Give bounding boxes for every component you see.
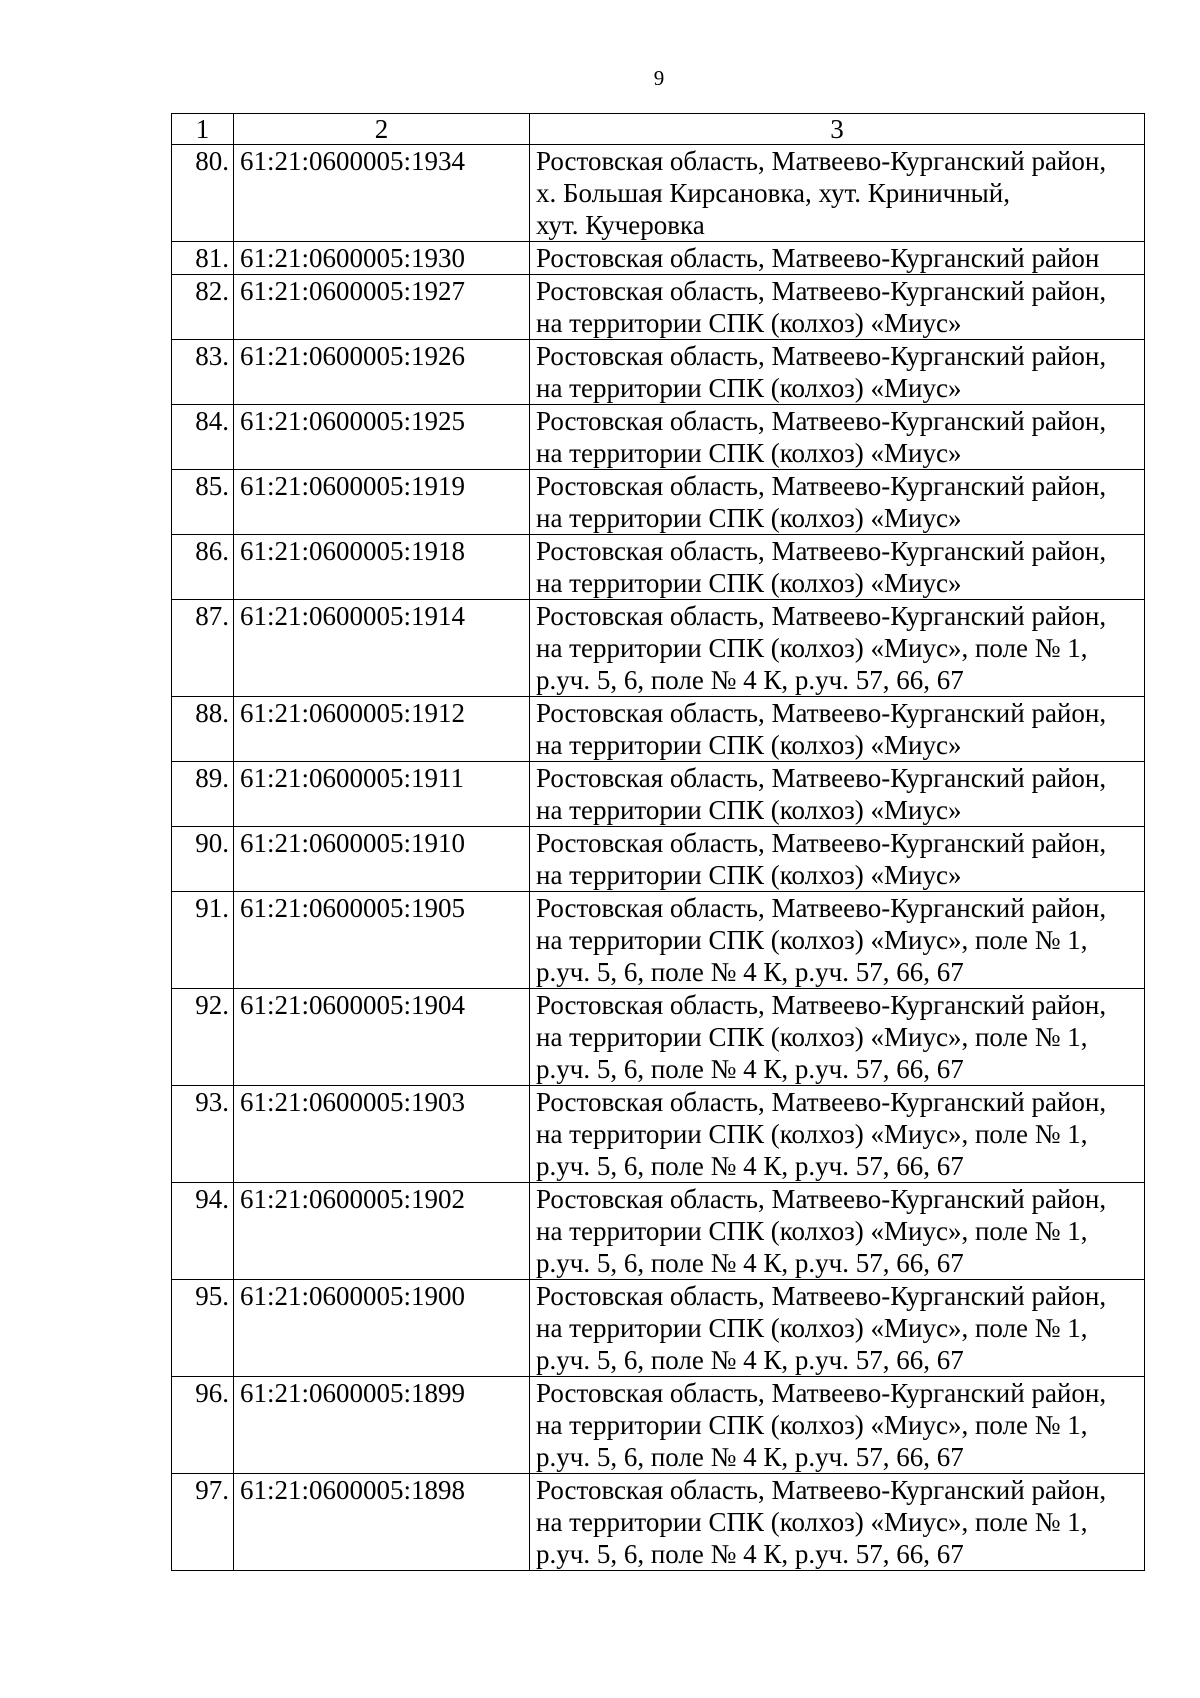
address-line: Ростовская область, Матвеево-Курганский район, <box>536 536 1107 566</box>
cadastral-number: 61:21:0600005:1934 <box>234 145 530 242</box>
row-number: 81. <box>172 242 234 275</box>
cadastral-number: 61:21:0600005:1911 <box>234 762 530 827</box>
row-number: 80. <box>172 145 234 242</box>
address-line: Ростовская область, Матвеево-Курганский район, <box>536 341 1107 371</box>
table-row <box>172 1086 1145 1183</box>
address-line: Ростовская область, Матвеево-Курганский район, <box>536 828 1107 858</box>
address-line: р.уч. 5, 6, поле № 4 К, р.уч. 57, 66, 67 <box>536 1442 964 1472</box>
row-number: 93. <box>172 1086 234 1183</box>
address-line: Ростовская область, Матвеево-Курганский район, <box>536 698 1107 728</box>
cadastral-number: 61:21:0600005:1898 <box>234 1474 530 1571</box>
address-line: на территории СПК (колхоз) «Миус», поле № 1, <box>536 1119 1088 1149</box>
address-cell <box>530 697 1145 762</box>
row-number: 88. <box>172 697 234 762</box>
table-row <box>172 1377 1145 1474</box>
address-line: р.уч. 5, 6, поле № 4 К, р.уч. 57, 66, 67 <box>536 1345 964 1375</box>
address-line: на территории СПК (колхоз) «Миус» <box>536 373 962 403</box>
address-cell <box>530 275 1145 340</box>
address-cell <box>530 405 1145 470</box>
address-cell <box>530 762 1145 827</box>
address-line: хут. Кучеровка <box>536 210 705 240</box>
column-header: 1 <box>172 114 234 145</box>
cadastral-number: 61:21:0600005:1926 <box>234 340 530 405</box>
address-cell <box>530 1280 1145 1377</box>
cadastral-number: 61:21:0600005:1900 <box>234 1280 530 1377</box>
table-row <box>172 275 1145 340</box>
row-number: 97. <box>172 1474 234 1571</box>
row-number: 82. <box>172 275 234 340</box>
cadastral-number: 61:21:0600005:1910 <box>234 827 530 892</box>
address-line: Ростовская область, Матвеево-Курганский район <box>536 243 1100 273</box>
address-line: Ростовская область, Матвеево-Курганский район, <box>536 276 1107 306</box>
table-row <box>172 405 1145 470</box>
column-header: 2 <box>234 114 530 145</box>
address-cell <box>530 1183 1145 1280</box>
row-number: 96. <box>172 1377 234 1474</box>
table-row <box>172 600 1145 697</box>
cadastral-number: 61:21:0600005:1903 <box>234 1086 530 1183</box>
cadastral-number: 61:21:0600005:1914 <box>234 600 530 697</box>
address-line: Ростовская область, Матвеево-Курганский район, <box>536 1087 1107 1117</box>
address-line: р.уч. 5, 6, поле № 4 К, р.уч. 57, 66, 67 <box>536 1248 964 1278</box>
row-number: 85. <box>172 470 234 535</box>
cadastral-number: 61:21:0600005:1902 <box>234 1183 530 1280</box>
address-line: Ростовская область, Матвеево-Курганский район, <box>536 601 1107 631</box>
table-row <box>172 145 1145 242</box>
row-number: 83. <box>172 340 234 405</box>
address-cell <box>530 827 1145 892</box>
table-row <box>172 340 1145 405</box>
row-number: 84. <box>172 405 234 470</box>
cadastral-number: 61:21:0600005:1925 <box>234 405 530 470</box>
table-row <box>172 1474 1145 1571</box>
page-number: 9 <box>653 66 665 90</box>
row-number: 91. <box>172 892 234 989</box>
address-line: Ростовская область, Матвеево-Курганский район, <box>536 1184 1107 1214</box>
address-cell <box>530 1474 1145 1571</box>
address-line: на территории СПК (колхоз) «Миус», поле № 1, <box>536 925 1088 955</box>
cadastral-number: 61:21:0600005:1918 <box>234 535 530 600</box>
cadastral-number: 61:21:0600005:1919 <box>234 470 530 535</box>
address-line: Ростовская область, Матвеево-Курганский район, <box>536 1475 1107 1505</box>
table-row <box>172 989 1145 1086</box>
table-row <box>172 827 1145 892</box>
row-number: 89. <box>172 762 234 827</box>
address-line: на территории СПК (колхоз) «Миус» <box>536 503 962 533</box>
address-line: р.уч. 5, 6, поле № 4 К, р.уч. 57, 66, 67 <box>536 1539 964 1569</box>
cadastral-number: 61:21:0600005:1899 <box>234 1377 530 1474</box>
table-row <box>172 697 1145 762</box>
row-number: 87. <box>172 600 234 697</box>
address-line: р.уч. 5, 6, поле № 4 К, р.уч. 57, 66, 67 <box>536 665 964 695</box>
address-line: на территории СПК (колхоз) «Миус» <box>536 568 962 598</box>
cadastral-number: 61:21:0600005:1912 <box>234 697 530 762</box>
address-line: Ростовская область, Матвеево-Курганский район, <box>536 1378 1107 1408</box>
table-row <box>172 242 1145 275</box>
address-cell <box>530 470 1145 535</box>
table-row <box>172 1183 1145 1280</box>
table-row <box>172 762 1145 827</box>
address-cell <box>530 989 1145 1086</box>
address-line: на территории СПК (колхоз) «Миус» <box>536 308 962 338</box>
address-line: на территории СПК (колхоз) «Миус» <box>536 860 962 890</box>
cadastral-number: 61:21:0600005:1927 <box>234 275 530 340</box>
address-line: на территории СПК (колхоз) «Миус», поле № 1, <box>536 1507 1088 1537</box>
address-line: х. Большая Кирсановка, хут. Криничный, <box>536 178 1010 208</box>
address-line: р.уч. 5, 6, поле № 4 К, р.уч. 57, 66, 67 <box>536 1054 964 1084</box>
address-line: на территории СПК (колхоз) «Миус», поле № 1, <box>536 1216 1088 1246</box>
row-number: 90. <box>172 827 234 892</box>
address-line: на территории СПК (колхоз) «Миус», поле № 1, <box>536 1313 1088 1343</box>
address-cell <box>530 1086 1145 1183</box>
address-cell <box>530 600 1145 697</box>
address-line: на территории СПК (колхоз) «Миус», поле № 1, <box>536 1022 1088 1052</box>
address-line: Ростовская область, Матвеево-Курганский район, <box>536 146 1107 176</box>
land-plot-table <box>171 113 1145 1571</box>
row-number: 92. <box>172 989 234 1086</box>
table-row <box>172 1280 1145 1377</box>
table-header-row <box>172 114 1145 145</box>
cadastral-number: 61:21:0600005:1905 <box>234 892 530 989</box>
cadastral-number: 61:21:0600005:1904 <box>234 989 530 1086</box>
column-header: 3 <box>530 114 1145 145</box>
address-line: Ростовская область, Матвеево-Курганский район, <box>536 406 1107 436</box>
address-line: на территории СПК (колхоз) «Миус», поле № 1, <box>536 633 1088 663</box>
address-line: Ростовская область, Матвеево-Курганский район, <box>536 763 1107 793</box>
address-line: р.уч. 5, 6, поле № 4 К, р.уч. 57, 66, 67 <box>536 1151 964 1181</box>
address-cell <box>530 242 1145 275</box>
address-line: р.уч. 5, 6, поле № 4 К, р.уч. 57, 66, 67 <box>536 957 964 987</box>
address-line: на территории СПК (колхоз) «Миус», поле № 1, <box>536 1410 1088 1440</box>
address-cell <box>530 535 1145 600</box>
address-line: на территории СПК (колхоз) «Миус» <box>536 730 962 760</box>
address-cell <box>530 145 1145 242</box>
address-cell <box>530 340 1145 405</box>
table-row <box>172 535 1145 600</box>
address-line: Ростовская область, Матвеево-Курганский район, <box>536 990 1107 1020</box>
address-line: Ростовская область, Матвеево-Курганский район, <box>536 471 1107 501</box>
table-row <box>172 470 1145 535</box>
table-row <box>172 892 1145 989</box>
address-line: на территории СПК (колхоз) «Миус» <box>536 438 962 468</box>
row-number: 95. <box>172 1280 234 1377</box>
address-cell <box>530 892 1145 989</box>
address-line: Ростовская область, Матвеево-Курганский район, <box>536 1281 1107 1311</box>
row-number: 94. <box>172 1183 234 1280</box>
row-number: 86. <box>172 535 234 600</box>
address-line: на территории СПК (колхоз) «Миус» <box>536 795 962 825</box>
address-cell <box>530 1377 1145 1474</box>
address-line: Ростовская область, Матвеево-Курганский район, <box>536 893 1107 923</box>
cadastral-number: 61:21:0600005:1930 <box>234 242 530 275</box>
table-body <box>172 114 1145 1571</box>
